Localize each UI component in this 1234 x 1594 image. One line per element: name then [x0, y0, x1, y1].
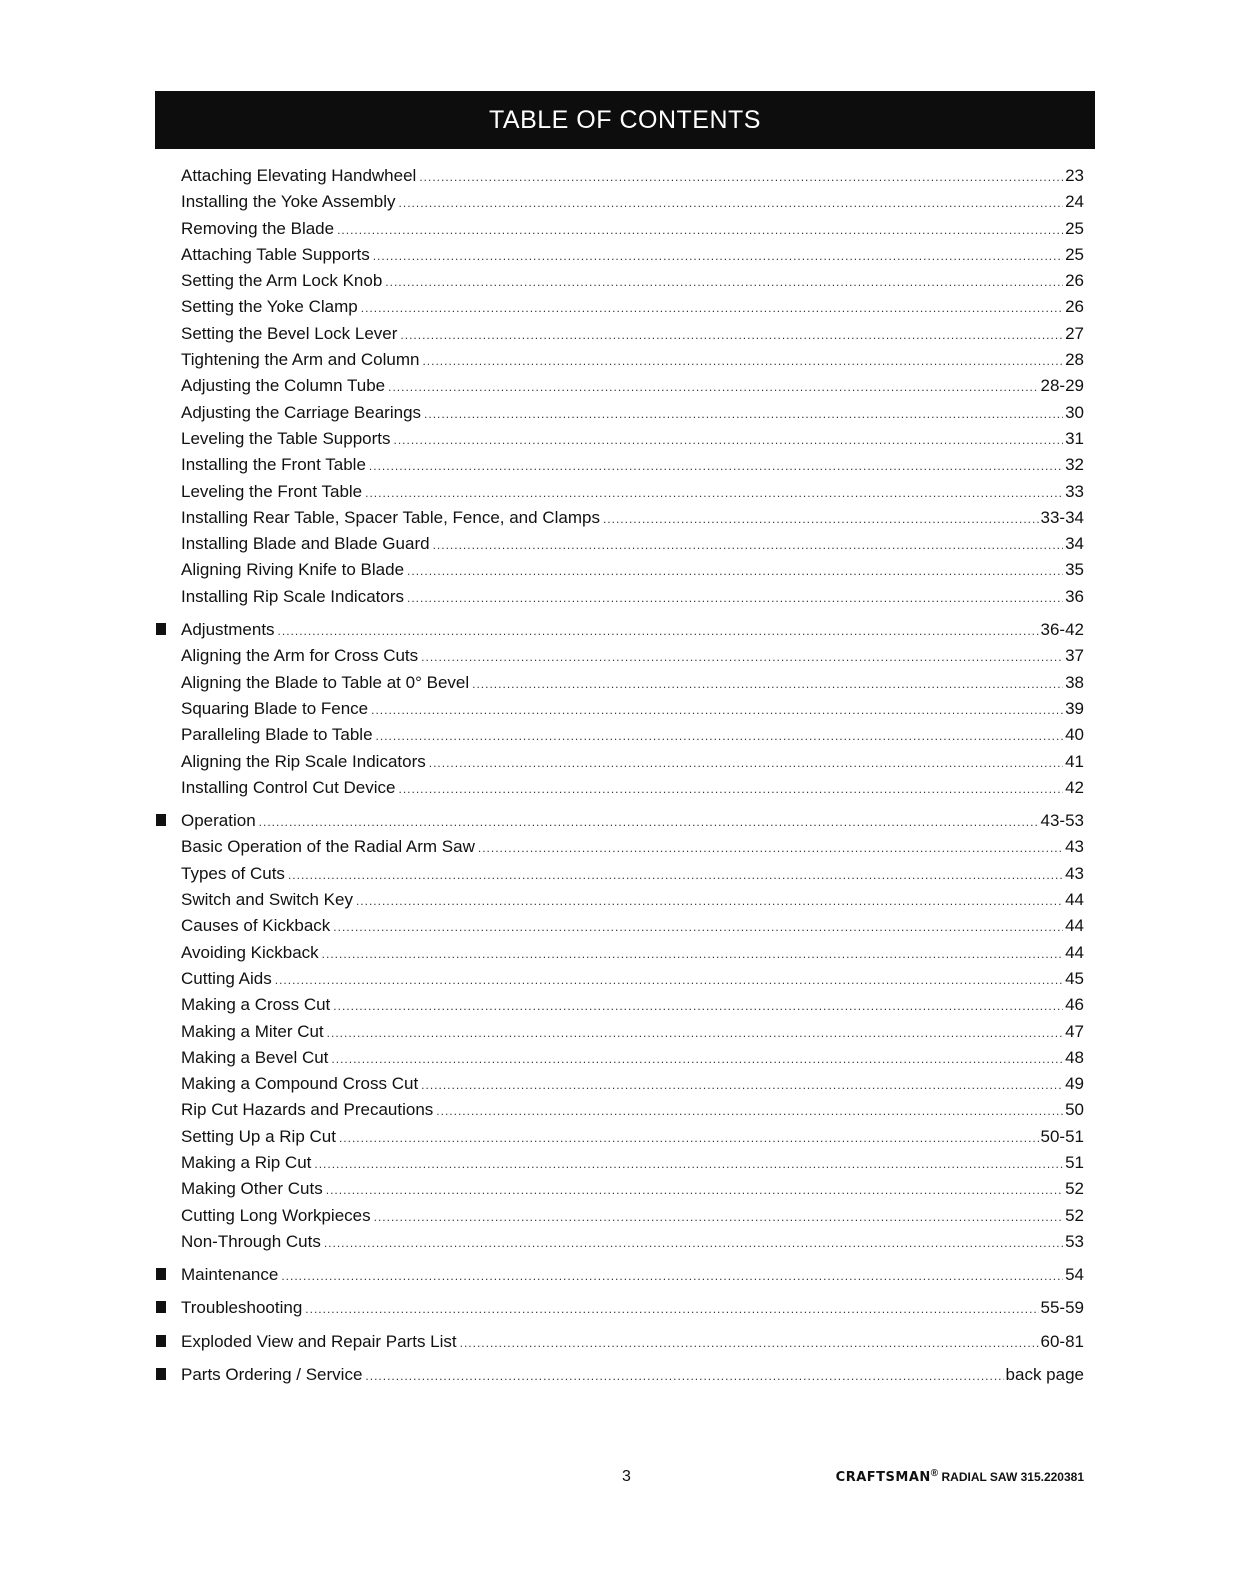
toc-entry[interactable] — [152, 913, 1084, 939]
dot-leader — [288, 862, 1063, 888]
dot-leader — [436, 1098, 1063, 1124]
toc-entry-title: Making a Cross Cut — [181, 995, 331, 1015]
toc-entry[interactable] — [152, 400, 1084, 426]
square-bullet-icon — [156, 1368, 166, 1380]
toc-entry-title: Attaching Table Supports — [181, 244, 370, 264]
toc-entry-title: Making a Rip Cut — [181, 1152, 312, 1172]
toc-entry-page: 50 — [1065, 1100, 1084, 1120]
toc-entry-page: 36-42 — [1040, 620, 1084, 640]
toc-entry-page: 44 — [1065, 942, 1084, 962]
toc-entry[interactable] — [152, 584, 1084, 610]
dot-leader — [433, 532, 1064, 558]
toc-entry-title: Installing the Yoke Assembly — [181, 192, 396, 212]
toc-entry-page: 26 — [1065, 271, 1084, 291]
dot-leader — [399, 190, 1064, 216]
dot-leader — [259, 809, 1039, 835]
dot-leader — [388, 374, 1038, 400]
toc-entry-page: 45 — [1065, 968, 1084, 988]
toc-entry-page: 60-81 — [1040, 1331, 1084, 1351]
toc-entry[interactable] — [152, 670, 1084, 696]
toc-section-parts-ordering[interactable] — [152, 1362, 1084, 1388]
toc-entry-title: Attaching Elevating Handwheel — [181, 166, 417, 185]
dot-leader — [327, 1020, 1063, 1046]
toc-entry[interactable] — [152, 216, 1084, 242]
dot-leader — [400, 322, 1063, 348]
square-bullet-icon — [156, 1268, 166, 1280]
toc-entry-title: Setting Up a Rip Cut — [181, 1126, 336, 1146]
dot-leader — [429, 750, 1063, 776]
toc-entry[interactable] — [152, 452, 1084, 478]
toc-entry-title: Non-Through Cuts — [181, 1231, 321, 1251]
dot-leader — [365, 480, 1063, 506]
toc-entry-title: Parts Ordering / Service — [181, 1365, 363, 1385]
toc-entry-page: 32 — [1065, 455, 1084, 475]
toc-entry[interactable] — [152, 1124, 1084, 1150]
page-number: 3 — [622, 1468, 631, 1485]
dot-leader — [376, 723, 1064, 749]
toc-entry[interactable] — [152, 426, 1084, 452]
toc-entry-title: Rip Cut Hazards and Precautions — [181, 1100, 434, 1120]
dot-leader — [314, 1151, 1063, 1177]
toc-entry-page: 23 — [1065, 166, 1084, 185]
dot-leader — [331, 1046, 1063, 1072]
toc-entry-page: 42 — [1065, 777, 1084, 797]
dot-leader — [281, 1263, 1063, 1289]
toc-entry-page: 47 — [1065, 1021, 1084, 1041]
dot-leader — [333, 993, 1063, 1019]
toc-entry[interactable] — [152, 294, 1084, 320]
toc-entry-page: 41 — [1065, 751, 1084, 771]
toc-entry-title: Adjusting the Carriage Bearings — [181, 402, 422, 422]
footer-brand-line — [836, 1468, 1084, 1485]
toc-entry-page: 44 — [1065, 890, 1084, 910]
toc-entry-title: Leveling the Table Supports — [181, 428, 391, 448]
toc-entry-title: Aligning the Arm for Cross Cuts — [181, 646, 419, 666]
toc-entry-page: 44 — [1065, 916, 1084, 936]
square-bullet-icon — [156, 814, 166, 826]
toc-section-maintenance[interactable] — [152, 1262, 1084, 1288]
toc-entry-page: 35 — [1065, 560, 1084, 580]
dot-leader — [394, 427, 1064, 453]
dot-leader — [478, 835, 1063, 861]
toc-entry-title: Maintenance — [181, 1265, 279, 1285]
toc-entry-title: Troubleshooting — [181, 1298, 303, 1318]
toc-section-exploded-view[interactable] — [152, 1329, 1084, 1355]
dot-leader — [460, 1330, 1039, 1356]
toc-entry-title: Aligning Riving Knife to Blade — [181, 560, 405, 580]
toc-entry-title: Installing Blade and Blade Guard — [181, 534, 430, 554]
dot-leader — [422, 348, 1063, 374]
toc-entry-title: Paralleling Blade to Table — [181, 725, 373, 745]
toc-entry-title: Squaring Blade to Fence — [181, 698, 369, 718]
square-bullet-icon — [156, 1301, 166, 1313]
dot-leader — [356, 888, 1063, 914]
toc-list — [152, 163, 1084, 1388]
toc-entry-page: 34 — [1065, 534, 1084, 554]
toc-entry-page: 52 — [1065, 1205, 1084, 1225]
toc-entry[interactable] — [152, 834, 1084, 860]
square-bullet-icon — [156, 623, 166, 635]
toc-entry-page: 24 — [1065, 192, 1084, 212]
toc-entry-title: Installing the Front Table — [181, 455, 366, 475]
toc-entry-page: 55-59 — [1040, 1298, 1084, 1318]
dot-leader — [407, 558, 1063, 584]
toc-entry-title: Aligning the Blade to Table at 0° Bevel — [181, 672, 470, 692]
toc-entry[interactable] — [152, 643, 1084, 669]
toc-entry[interactable] — [152, 887, 1084, 913]
dot-leader — [333, 914, 1063, 940]
toc-entry-title: Making a Compound Cross Cut — [181, 1074, 419, 1094]
toc-entry[interactable] — [152, 479, 1084, 505]
toc-entry-page: 28 — [1065, 350, 1084, 370]
toc-entry-page: 46 — [1065, 995, 1084, 1015]
toc-entry-title: Exploded View and Repair Parts List — [181, 1331, 457, 1351]
toc-entry-page: 43-53 — [1040, 811, 1084, 831]
dot-leader — [275, 967, 1063, 993]
toc-entry-page: 30 — [1065, 402, 1084, 422]
toc-entry-title: Leveling the Front Table — [181, 481, 363, 501]
toc-entry-page: 37 — [1065, 646, 1084, 666]
toc-entry-page: 27 — [1065, 323, 1084, 343]
toc-entry-title: Making Other Cuts — [181, 1179, 323, 1199]
toc-entry-page: 43 — [1065, 837, 1084, 857]
toc-entry[interactable] — [152, 940, 1084, 966]
toc-entry-page: 54 — [1065, 1265, 1084, 1285]
dot-leader — [339, 1125, 1039, 1151]
square-bullet-icon — [156, 1335, 166, 1347]
dot-leader — [398, 776, 1063, 802]
toc-section-troubleshooting[interactable] — [152, 1295, 1084, 1321]
toc-entry-title: Basic Operation of the Radial Arm Saw — [181, 837, 475, 857]
dot-leader — [365, 1363, 1003, 1389]
dot-leader — [369, 453, 1063, 479]
toc-entry-title: Installing Control Cut Device — [181, 777, 396, 797]
dot-leader — [337, 217, 1063, 243]
toc-entry-page: 33 — [1065, 481, 1084, 501]
toc-entry-page: 25 — [1065, 218, 1084, 238]
dot-leader — [326, 1177, 1063, 1203]
toc-entry-page: 51 — [1065, 1152, 1084, 1172]
dot-leader — [419, 164, 1063, 190]
toc-entry[interactable] — [152, 775, 1084, 801]
toc-entry[interactable] — [152, 505, 1084, 531]
dot-leader — [278, 618, 1039, 644]
toc-entry[interactable] — [152, 321, 1084, 347]
toc-entry-page: 26 — [1065, 297, 1084, 317]
dot-leader — [324, 1230, 1063, 1256]
dot-leader — [421, 1072, 1063, 1098]
toc-entry-page: 31 — [1065, 428, 1084, 448]
toc-entry[interactable] — [152, 1097, 1084, 1123]
toc-entry-title: Tightening the Arm and Column — [181, 350, 420, 370]
toc-entry[interactable] — [152, 696, 1084, 722]
toc-entry-page: 43 — [1065, 863, 1084, 883]
toc-entry[interactable] — [152, 242, 1084, 268]
toc-entry-page: 38 — [1065, 672, 1084, 692]
toc-entry[interactable] — [152, 531, 1084, 557]
toc-entry[interactable] — [152, 1071, 1084, 1097]
toc-entry-page: 36 — [1065, 586, 1084, 606]
dot-leader — [385, 269, 1063, 295]
toc-section-operation[interactable] — [152, 808, 1084, 834]
toc-entry-title: Installing Rear Table, Spacer Table, Fence, and Clamps — [181, 507, 600, 527]
toc-entry[interactable] — [152, 1203, 1084, 1229]
brand-logo: CRAFTSMAN — [835, 1470, 931, 1485]
dot-leader — [322, 941, 1063, 967]
toc-entry-page: 40 — [1065, 725, 1084, 745]
toc-entry-page: 52 — [1065, 1179, 1084, 1199]
dot-leader — [472, 671, 1063, 697]
toc-entry[interactable] — [152, 722, 1084, 748]
toc-entry-title: Causes of Kickback — [181, 916, 331, 936]
toc-entry-page: 48 — [1065, 1047, 1084, 1067]
toc-entry-title: Switch and Switch Key — [181, 890, 353, 910]
toc-entry-title: Avoiding Kickback — [181, 942, 319, 962]
toc-section-adjustments[interactable] — [152, 617, 1084, 643]
model-label: RADIAL SAW 315.220381 — [941, 1470, 1084, 1484]
dot-leader — [407, 585, 1063, 611]
registered-mark: ® — [930, 1468, 939, 1479]
toc-entry-page: 53 — [1065, 1231, 1084, 1251]
toc-entry[interactable] — [152, 557, 1084, 583]
dot-leader — [374, 1204, 1063, 1230]
toc-entry-title: Adjusting the Column Tube — [181, 376, 386, 396]
toc-entry[interactable] — [152, 1176, 1084, 1202]
dot-leader — [371, 697, 1063, 723]
toc-entry[interactable] — [152, 966, 1084, 992]
dot-leader — [421, 644, 1063, 670]
toc-entry-page: 49 — [1065, 1074, 1084, 1094]
toc-header-bar — [155, 91, 1095, 149]
toc-entry-page: 39 — [1065, 698, 1084, 718]
toc-entry[interactable] — [152, 1019, 1084, 1045]
toc-entry-title: Types of Cuts — [181, 863, 285, 883]
dot-leader — [424, 401, 1063, 427]
toc-entry[interactable] — [152, 347, 1084, 373]
toc-entry[interactable] — [152, 268, 1084, 294]
toc-entry[interactable] — [152, 1150, 1084, 1176]
toc-entry-title: Operation — [181, 811, 256, 831]
toc-entry[interactable] — [152, 373, 1084, 399]
toc-entry-page: back page — [1005, 1365, 1084, 1385]
toc-entry-title: Removing the Blade — [181, 218, 335, 238]
dot-leader — [361, 295, 1063, 321]
toc-entry-page: 25 — [1065, 244, 1084, 264]
page-title: TABLE OF CONTENTS — [489, 106, 761, 134]
toc-entry-title: Cutting Long Workpieces — [181, 1205, 371, 1225]
toc-entry[interactable] — [152, 749, 1084, 775]
toc-entry-page: 28-29 — [1040, 376, 1084, 396]
toc-entry-title: Making a Miter Cut — [181, 1021, 324, 1041]
toc-entry[interactable] — [152, 189, 1084, 215]
toc-entry-title: Adjustments — [181, 620, 275, 640]
toc-entry[interactable] — [152, 1229, 1084, 1255]
toc-entry-title: Making a Bevel Cut — [181, 1047, 329, 1067]
toc-entry[interactable] — [152, 861, 1084, 887]
toc-entry-title: Setting the Bevel Lock Lever — [181, 323, 398, 343]
toc-entry-title: Setting the Yoke Clamp — [181, 297, 358, 317]
dot-leader — [305, 1296, 1038, 1322]
toc-entry-title: Installing Rip Scale Indicators — [181, 586, 405, 606]
toc-entry-title: Aligning the Rip Scale Indicators — [181, 751, 426, 771]
toc-entry[interactable] — [152, 992, 1084, 1018]
toc-entry-page: 50-51 — [1040, 1126, 1084, 1146]
dot-leader — [603, 506, 1039, 532]
toc-entry[interactable] — [152, 1045, 1084, 1071]
dot-leader — [373, 243, 1063, 269]
toc-entry[interactable] — [152, 163, 1084, 189]
toc-entry-title: Setting the Arm Lock Knob — [181, 271, 383, 291]
toc-entry-page: 33-34 — [1040, 507, 1084, 527]
toc-entry-title: Cutting Aids — [181, 968, 272, 988]
